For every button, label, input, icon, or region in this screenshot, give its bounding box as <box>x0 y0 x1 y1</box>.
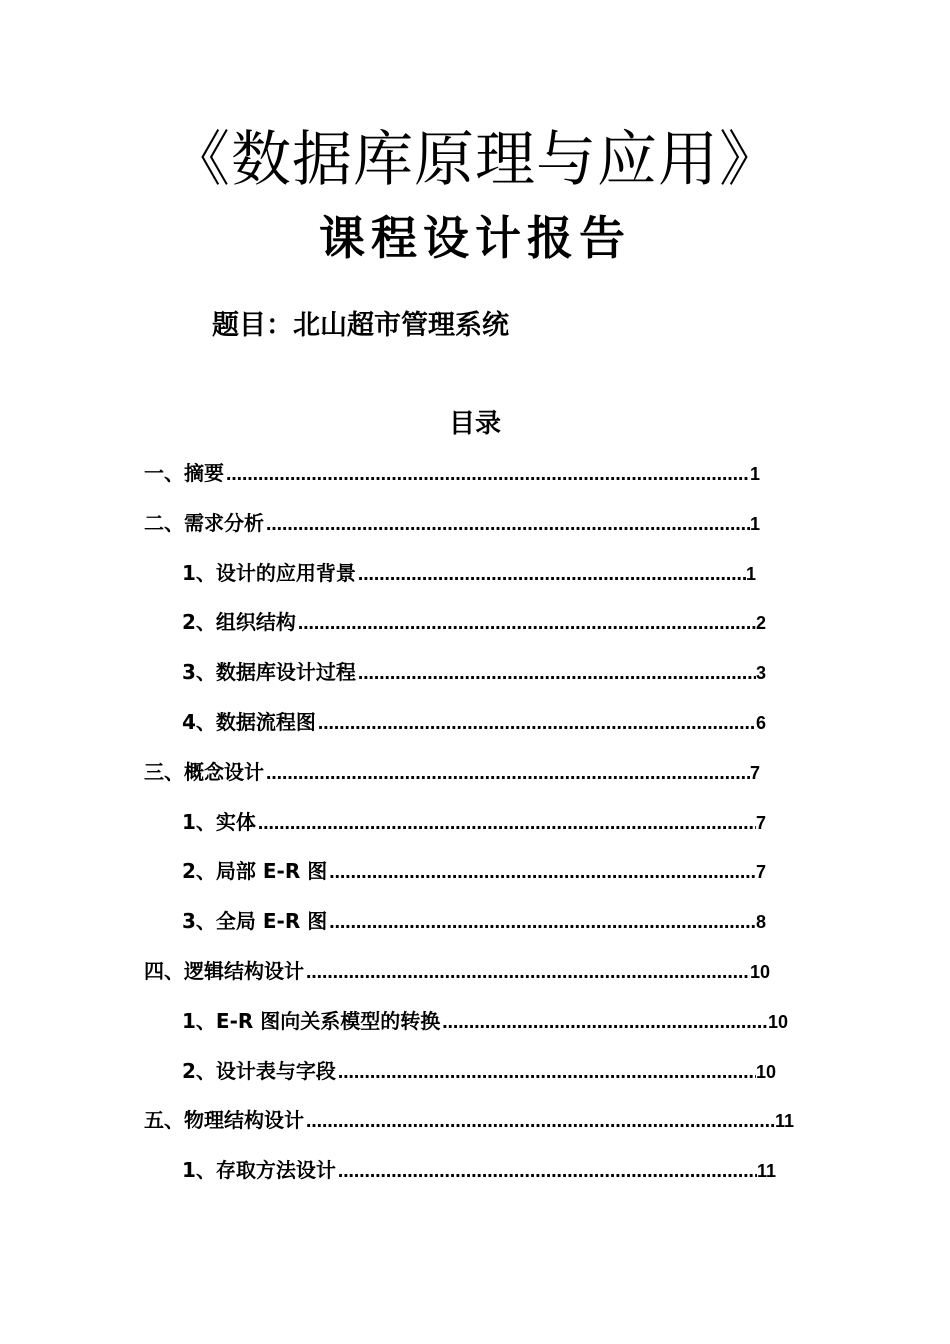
toc-entry-number: 2、 <box>182 1058 216 1083</box>
toc-entry-number: 1、 <box>182 1158 216 1183</box>
toc-entry-leader <box>264 510 750 540</box>
toc-entry-number: 1、 <box>182 809 216 834</box>
toc-entry-page-number: 7 <box>755 812 766 833</box>
toc-entry-page-number: 2 <box>755 613 766 634</box>
toc-entry-leader <box>316 709 756 739</box>
toc-entry-number: 4、 <box>182 710 216 734</box>
toc-entry-number: 二、 <box>144 510 184 535</box>
toc-heading: 目录 <box>448 409 501 439</box>
toc-entry-page-number: 7 <box>755 862 766 883</box>
toc-entry-page-number: 6 <box>755 713 766 733</box>
toc-entry-title: 实体 <box>215 809 256 834</box>
toc-entry-title: 全局 E-R 图 <box>215 909 328 934</box>
toc-entry-page-number: 3 <box>755 663 766 684</box>
toc-entry-leader <box>356 560 746 590</box>
toc-entry-title: 物理结构设计 <box>184 1108 304 1133</box>
toc-entry[interactable] <box>182 1056 776 1086</box>
toc-entry[interactable] <box>182 707 766 737</box>
toc-entry[interactable] <box>182 657 766 687</box>
toc-entry-page-number: 7 <box>749 762 760 783</box>
toc-entry-page-number: 1 <box>749 513 760 534</box>
toc-entry-leader <box>327 858 756 888</box>
toc-entry-leader <box>336 1058 756 1088</box>
toc-entry-page-number: 1 <box>745 563 756 584</box>
toc-entry[interactable] <box>144 458 760 488</box>
toc-entry-title: 组织结构 <box>215 610 296 635</box>
toc-entry-title: 设计的应用背景 <box>215 560 356 585</box>
toc-entry[interactable] <box>182 856 766 886</box>
toc-entry-number: 四、 <box>144 959 184 983</box>
toc-entry[interactable] <box>182 1155 776 1185</box>
toc-entry-number: 1、 <box>182 1008 216 1033</box>
toc-entry-title: 概念设计 <box>184 759 264 784</box>
toc-entry-title: 存取方法设计 <box>215 1158 336 1183</box>
toc-entry-number: 2、 <box>182 610 216 635</box>
toc-entry-number: 3、 <box>182 909 216 934</box>
toc-entry-page-number: 10 <box>749 962 770 982</box>
toc-entry-leader <box>264 759 750 789</box>
toc-entry-number: 五、 <box>144 1108 184 1133</box>
toc-entry-leader <box>304 958 750 988</box>
toc-entry-leader <box>224 460 750 490</box>
toc-entry[interactable] <box>182 558 756 588</box>
toc-entry-leader <box>440 1008 768 1038</box>
toc-entry-leader <box>256 809 756 839</box>
toc-entry[interactable] <box>144 1105 794 1135</box>
toc-entry-number: 3、 <box>182 660 216 685</box>
toc-entry[interactable] <box>182 807 766 837</box>
toc-entry-number: 三、 <box>144 759 184 784</box>
toc-entry-number: 一、 <box>144 461 184 485</box>
toc-entry-title: 摘要 <box>184 461 224 485</box>
toc-entry-leader <box>304 1107 775 1137</box>
toc-entry-leader <box>356 659 756 689</box>
toc-entry-leader <box>296 609 756 639</box>
toc-entry-title: 局部 E-R 图 <box>215 859 328 884</box>
toc-entry-title: 逻辑结构设计 <box>184 959 304 983</box>
toc-entry[interactable] <box>144 508 760 538</box>
toc-entry-title: 需求分析 <box>184 510 264 535</box>
toc-entry-number: 1、 <box>182 560 216 585</box>
toc-entry-leader <box>336 1157 757 1187</box>
toc-entry-title: 数据库设计过程 <box>215 660 356 685</box>
toc-entry-leader <box>327 908 756 938</box>
toc-entry-page-number: 1 <box>749 464 760 484</box>
toc-entry-page-number: 10 <box>767 1011 788 1032</box>
toc-entry-page-number: 8 <box>755 912 766 933</box>
toc-entry[interactable] <box>182 906 766 936</box>
toc-entry[interactable] <box>182 607 766 637</box>
document-subject: 题目：北山超市管理系统 <box>212 310 509 341</box>
toc-entry-title: 设计表与字段 <box>215 1058 336 1083</box>
toc-entry-page-number: 10 <box>755 1061 776 1082</box>
toc-entry-number: 2、 <box>182 859 216 884</box>
toc-entry[interactable] <box>144 956 770 986</box>
toc-entry[interactable] <box>182 1006 788 1036</box>
document-title: 《数据库原理与应用》 <box>170 125 780 195</box>
toc-entry[interactable] <box>144 757 760 787</box>
toc-entry-title: E-R 图向关系模型的转换 <box>215 1008 441 1033</box>
toc-entry-page-number: 11 <box>774 1111 794 1132</box>
document-subtitle: 课程设计报告 <box>319 211 631 265</box>
toc-entry-title: 数据流程图 <box>215 710 316 734</box>
toc-entry-page-number: 11 <box>756 1161 776 1182</box>
